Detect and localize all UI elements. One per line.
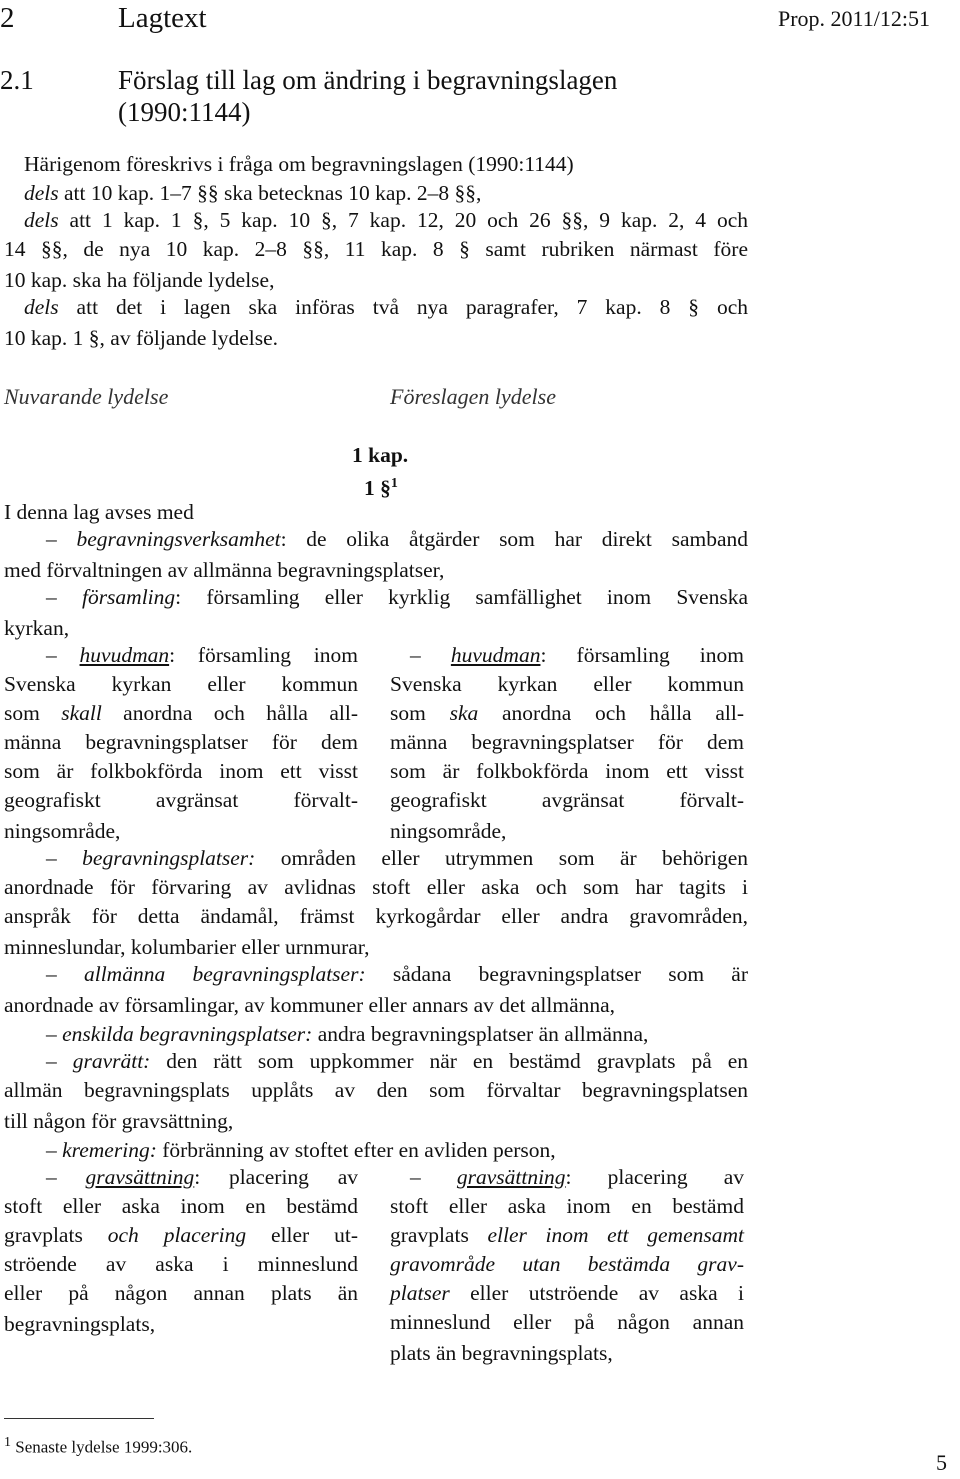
gravsattning-right-line5: platser eller utströende av aska i [390,1281,744,1305]
huvudman-right-line5: som är folkbokförda inom ett visst [390,759,744,783]
column-header-proposed: Föreslagen lydelse [390,384,556,409]
definition-begravningsverksamhet-cont: med förvaltningen av allmänna begravningsplatser, [4,558,445,582]
huvudman-left-line5: som är folkbokförda inom ett visst [4,759,358,783]
gravsattning-left-line4: ströende av aska i minneslund [4,1252,358,1276]
huvudman-left-line2: Svenska kyrkan eller kommun [4,672,358,696]
definition-begravningsplatser-line3: anspråk för detta ändamål, främst kyrkogårdar eller andra gravområden, [4,904,748,928]
definition-gravratt-line2: allmän begravningsplats upplåts av den som förvaltar begravningsplatsen [4,1078,748,1102]
definition-begravningsplatser: – begravningsplatser: områden eller utrymmen som är behörigen [46,846,749,870]
definition-begravningsplatser-line2: anordnade för förvaring av avlidnas stoft eller aska och som har tagits i [4,875,748,899]
section-title-line1: Förslag till lag om ändring i begravningslagen [118,65,618,95]
huvudman-right-line7: ningsområde, [390,819,507,843]
definition-forsamling: – församling: församling eller kyrklig samfällighet inom Svenska [46,585,748,609]
huvudman-right-line1: – huvudman: församling inom [410,643,745,667]
gravsattning-left-line3: gravplats och placering eller ut- [4,1223,358,1247]
gravsattning-left-line2: stoft eller aska inom en bestämd [4,1194,358,1218]
definition-kremering: – kremering: förbränning av stoftet efter en avliden person, [46,1138,556,1162]
intro-line-2: dels att 10 kap. 1–7 §§ ska betecknas 10 kap. 2–8 §§, [24,181,482,205]
gravsattning-left-line6: begravningsplats, [4,1312,156,1336]
chapter-heading: 1 kap. [352,443,409,467]
column-header-current: Nuvarande lydelse [4,384,169,409]
definition-gravratt-line3: till någon för gravsättning, [4,1109,234,1133]
gravsattning-left-line1: – gravsättning: placering av [46,1165,358,1189]
huvudman-left-line1: – huvudman: församling inom [46,643,358,667]
intro-line-1: Härigenom föreskrivs i fråga om begravningslagen (1990:1144) [24,152,574,176]
intro-line-3: dels att 1 kap. 1 §, 5 kap. 10 §, 7 kap. 12, 20 och 26 §§, 9 kap. 2, 4 och [24,208,748,232]
definition-intro: I denna lag avses med [4,500,194,524]
gravsattning-right-line7: plats än begravningsplats, [390,1341,613,1365]
intro-line-6: dels att det i lagen ska införas två nya paragrafer, 7 kap. 8 § och [24,295,748,319]
huvudman-right-line2: Svenska kyrkan eller kommun [390,672,744,696]
gravsattning-right-line4: gravområde utan bestämda grav- [390,1252,744,1276]
footnote: $^1$ Senaste lydelse 1999:306. [4,1435,193,1457]
intro-line-5: 10 kap. ska ha följande lydelse, [4,268,275,292]
huvudman-left-line7: ningsområde, [4,819,121,843]
definition-allmanna-begravningsplatser-line2: anordnade av församlingar, av kommuner eller annars av det allmänna, [4,993,616,1017]
section-number: 2.1 [0,65,34,95]
definition-forsamling-cont: kyrkan, [4,616,70,640]
huvudman-right-line3: som ska anordna och hålla all- [390,701,744,725]
definition-enskilda-begravningsplatser: – enskilda begravningsplatser: andra begravningsplatser än allmänna, [46,1022,649,1046]
gravsattning-right-line3: gravplats eller inom ett gemensamt [390,1223,744,1247]
footnote-separator [4,1418,154,1419]
gravsattning-right-line1: – gravsättning: placering av [410,1165,744,1189]
intro-line-7: 10 kap. 1 §, av följande lydelse. [4,326,279,350]
gravsattning-right-line2: stoft eller aska inom en bestämd [390,1194,744,1218]
gravsattning-left-line5: eller på någon annan plats än [4,1281,358,1305]
footnote-reference: 1 [390,476,398,491]
page-number: 5 [936,1450,947,1475]
huvudman-left-line6: geografiskt avgränsat förvalt- [4,788,358,812]
definition-begravningsplatser-line4: minneslundar, kolumbarier eller urnmurar, [4,935,370,959]
section-title-line2: (1990:1144) [118,97,251,127]
chapter-number: 2 [0,2,15,34]
definition-begravningsverksamhet: – begravningsverksamhet: de olika åtgärder som har direkt samband [46,527,748,551]
huvudman-left-line4: männa begravningsplatser för dem [4,730,358,754]
huvudman-right-line6: geografiskt avgränsat förvalt- [390,788,744,812]
proposition-reference: Prop. 2011/12:51 [778,6,930,31]
paragraph-heading: 1 §$^1$ [364,476,398,501]
intro-line-4: 14 §§, de nya 10 kap. 2–8 §§, 11 kap. 8 § samt rubriken närmast före [4,237,748,261]
definition-allmanna-begravningsplatser: – allmänna begravningsplatser: sådana begravningsplatser som är [46,962,748,986]
huvudman-left-line3: som skall anordna och hålla all- [4,701,358,725]
huvudman-right-line4: männa begravningsplatser för dem [390,730,744,754]
definition-gravratt: – gravrätt: den rätt som uppkommer när en bestämd gravplats på en [46,1049,748,1073]
chapter-title: Lagtext [118,2,207,34]
gravsattning-right-line6: minneslund eller på någon annan [390,1310,744,1334]
